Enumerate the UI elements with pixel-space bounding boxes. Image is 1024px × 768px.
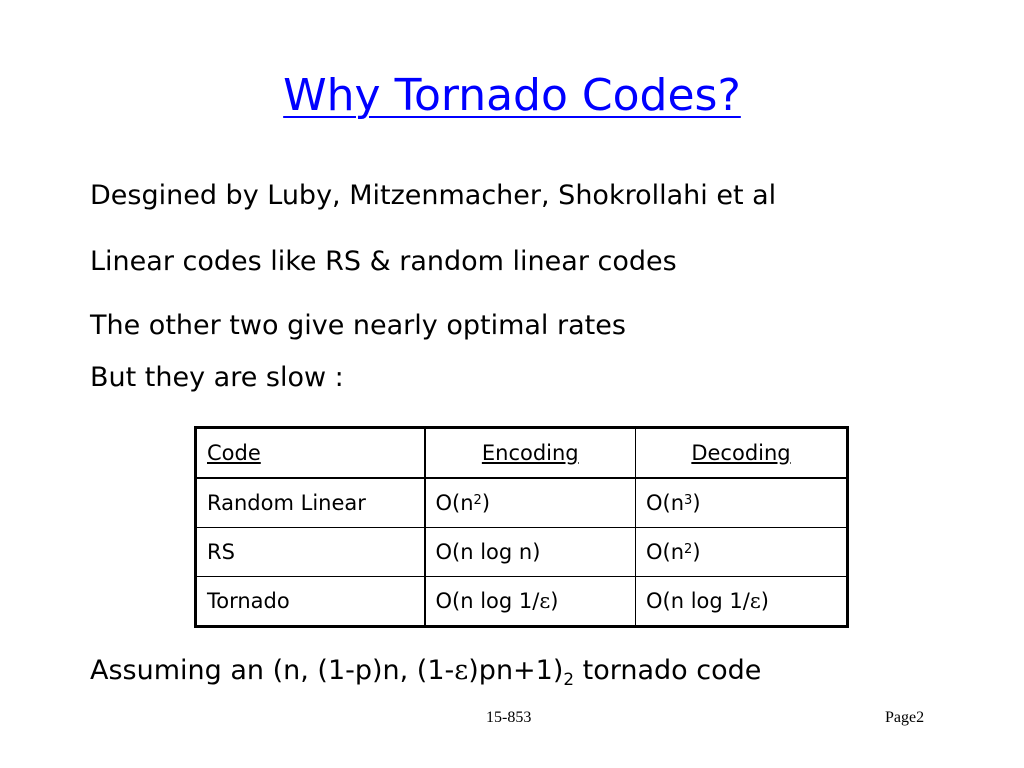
complexity-table: [194, 426, 849, 628]
table-header-row: [196, 428, 848, 479]
bullet-linear-codes: Linear codes like RS & random linear codes: [90, 246, 677, 277]
footer-course-number: 15-853: [486, 709, 532, 726]
cell-encoding: O(n log n): [425, 528, 636, 577]
cell-encoding: O(n log 1/ε): [425, 577, 636, 627]
bullet-slow: But they are slow :: [90, 362, 344, 393]
cell-code: Random Linear: [196, 478, 425, 528]
footer-page-number: Page2: [885, 709, 925, 726]
table-row: [196, 577, 848, 627]
header-decoding: Decoding: [636, 428, 848, 479]
bullet-optimal-rates: The other two give nearly optimal rates: [90, 310, 626, 341]
table-row: [196, 478, 848, 528]
bullet-designers: Desgined by Luby, Mitzenmacher, Shokrollahi et al: [90, 180, 777, 211]
cell-decoding: $O(n^2)$: [636, 528, 848, 577]
cell-decoding: O(n log 1/ε): [636, 577, 848, 627]
cell-code: RS: [196, 528, 425, 577]
tornado-assumption: Assuming an (n, (1-p)n, $(1-\varepsilon)pn+1)_2$ tornado code: [90, 655, 762, 689]
slide-title: Why Tornado Codes?: [283, 70, 741, 121]
cell-code: Tornado: [196, 577, 425, 627]
table-row: [196, 528, 848, 577]
header-encoding: Encoding: [425, 428, 636, 479]
header-code: Code: [196, 428, 425, 479]
cell-encoding: $O(n^2)$: [425, 478, 636, 528]
cell-decoding: $O(n^3)$: [636, 478, 848, 528]
